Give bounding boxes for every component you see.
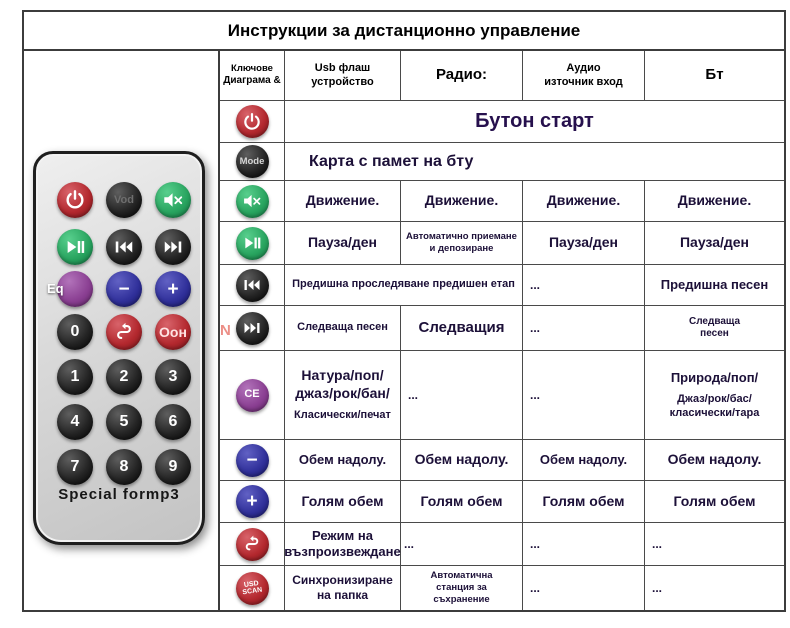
digit-0-button: 0 (57, 314, 93, 350)
cell-minus-aux: Обем надолу. (523, 440, 645, 481)
cell-mute-bt: Движение. (645, 181, 784, 222)
repeat-button-icon (106, 314, 142, 350)
cell-play-radio: Автоматично приемане и депозиране (401, 222, 523, 265)
plus-key-icon: + (236, 485, 269, 518)
header-radio: Радио: (401, 51, 523, 101)
header-bt: Бт (645, 51, 784, 101)
remote-brand-label: Special formp3 (58, 486, 180, 503)
cell-prev-usb-radio: Предишна проследяване предишен етап (285, 265, 523, 306)
icon-cell-plus (220, 481, 285, 523)
cell-loop-bt: ... (645, 523, 784, 566)
cell-scan-radio: Автоматична станция за съхранение (401, 566, 523, 610)
cell-minus-radio: Обем надолу. (401, 440, 523, 481)
header-aux: Аудио източник вход (523, 51, 645, 101)
vod-button: Vod (106, 182, 142, 218)
minus-key-icon: − (236, 444, 269, 477)
cell-minus-usb: Обем надолу. (285, 440, 401, 481)
cell-loop-radio: ... (401, 523, 523, 566)
cell-mute-radio: Движение. (401, 181, 523, 222)
next-key-icon (236, 312, 269, 345)
digit-2-button: 2 (106, 359, 142, 395)
cell-mute-usb: Движение. (285, 181, 401, 222)
digit-8-button: 8 (106, 449, 142, 485)
header-keys: Ключове Диаграма & (220, 51, 285, 101)
cell-plus-radio: Голям обем (401, 481, 523, 523)
icon-cell-mute (220, 181, 285, 222)
cell-next-radio: Следващия (401, 306, 523, 351)
cell-play-aux: Пауза/ден (523, 222, 645, 265)
cell-ce-usb: Натура/поп/ джаз/рок/бан/ Класически/печат (285, 351, 401, 440)
cell-ce-bt: Природа/поп/ Джаз/рок/бас/ класически/тара (645, 351, 784, 440)
previous-button-icon (106, 229, 142, 265)
cell-play-bt: Пауза/ден (645, 222, 784, 265)
page-title: Инструкции за дистанционно управление (24, 12, 784, 51)
mute-key-icon (236, 185, 269, 218)
cell-mode-all: Карта с памет на бту (285, 143, 784, 181)
ce-key-icon: CE (236, 379, 269, 412)
mute-button-icon (155, 182, 191, 218)
mode-key-icon: Mode (236, 145, 269, 178)
icon-cell-ce (220, 351, 285, 440)
icon-cell-power (220, 101, 285, 143)
usd-scan-key-icon: USD SCAN (236, 572, 269, 605)
volume-down-button: − (106, 271, 142, 307)
icon-cell-prev (220, 265, 285, 306)
icon-cell-mode (220, 143, 285, 181)
cell-scan-bt: ... (652, 580, 663, 595)
cell-power-all: Бутон старт (285, 101, 784, 143)
cell-plus-bt: Голям обем (645, 481, 784, 523)
cell-next-bt: Следваща песен (645, 306, 784, 351)
header-usb: Usb флаш устройство (285, 51, 401, 101)
prev-key-icon (236, 269, 269, 302)
cell-next-aux: ... (523, 306, 645, 351)
cell-ce-radio: ... (401, 351, 523, 440)
icon-cell-minus (220, 440, 285, 481)
cell-plus-aux: Голям обем (523, 481, 645, 523)
digit-7-button: 7 (57, 449, 93, 485)
oon-button: Оон (155, 314, 191, 350)
cell-loop-usb: Режим на възпроизвеждане (285, 523, 401, 566)
repeat-key-icon (236, 528, 269, 561)
cell-mute-aux: Движение. (523, 181, 645, 222)
cell-plus-usb: Голям обем (285, 481, 401, 523)
next-button-icon (155, 229, 191, 265)
red-watermark: N (220, 322, 231, 339)
cell-ce-aux: ... (523, 351, 645, 440)
digit-9-button: 9 (155, 449, 191, 485)
play-key-icon (236, 227, 269, 260)
digit-6-button: 6 (155, 404, 191, 440)
icon-cell-play (220, 222, 285, 265)
cell-next-usb: Следваща песен (285, 306, 401, 351)
cell-scan-usb: Синхронизиране на папка (285, 566, 401, 610)
play-pause-button-icon (57, 229, 93, 265)
instruction-grid (220, 51, 784, 610)
remote-control (33, 151, 205, 545)
volume-up-button: + (155, 271, 191, 307)
instruction-table (22, 10, 786, 612)
remote-photo-cell (24, 51, 220, 610)
icon-cell-scan (220, 566, 285, 610)
cell-play-usb: Пауза/ден (285, 222, 401, 265)
digit-3-button: 3 (155, 359, 191, 395)
power-button-icon (57, 182, 93, 218)
cell-prev-aux: ... (523, 265, 645, 306)
cell-prev-bt: Предишна песен (645, 265, 784, 306)
digit-4-button: 4 (57, 404, 93, 440)
cell-scan-aux: ... (523, 566, 645, 610)
digit-1-button: 1 (57, 359, 93, 395)
digit-5-button: 5 (106, 404, 142, 440)
cell-loop-aux: ... (523, 523, 645, 566)
icon-cell-loop (220, 523, 285, 566)
cell-minus-bt: Обем надолу. (645, 440, 784, 481)
eq-label: Eq (47, 281, 64, 296)
power-key-icon (236, 105, 269, 138)
